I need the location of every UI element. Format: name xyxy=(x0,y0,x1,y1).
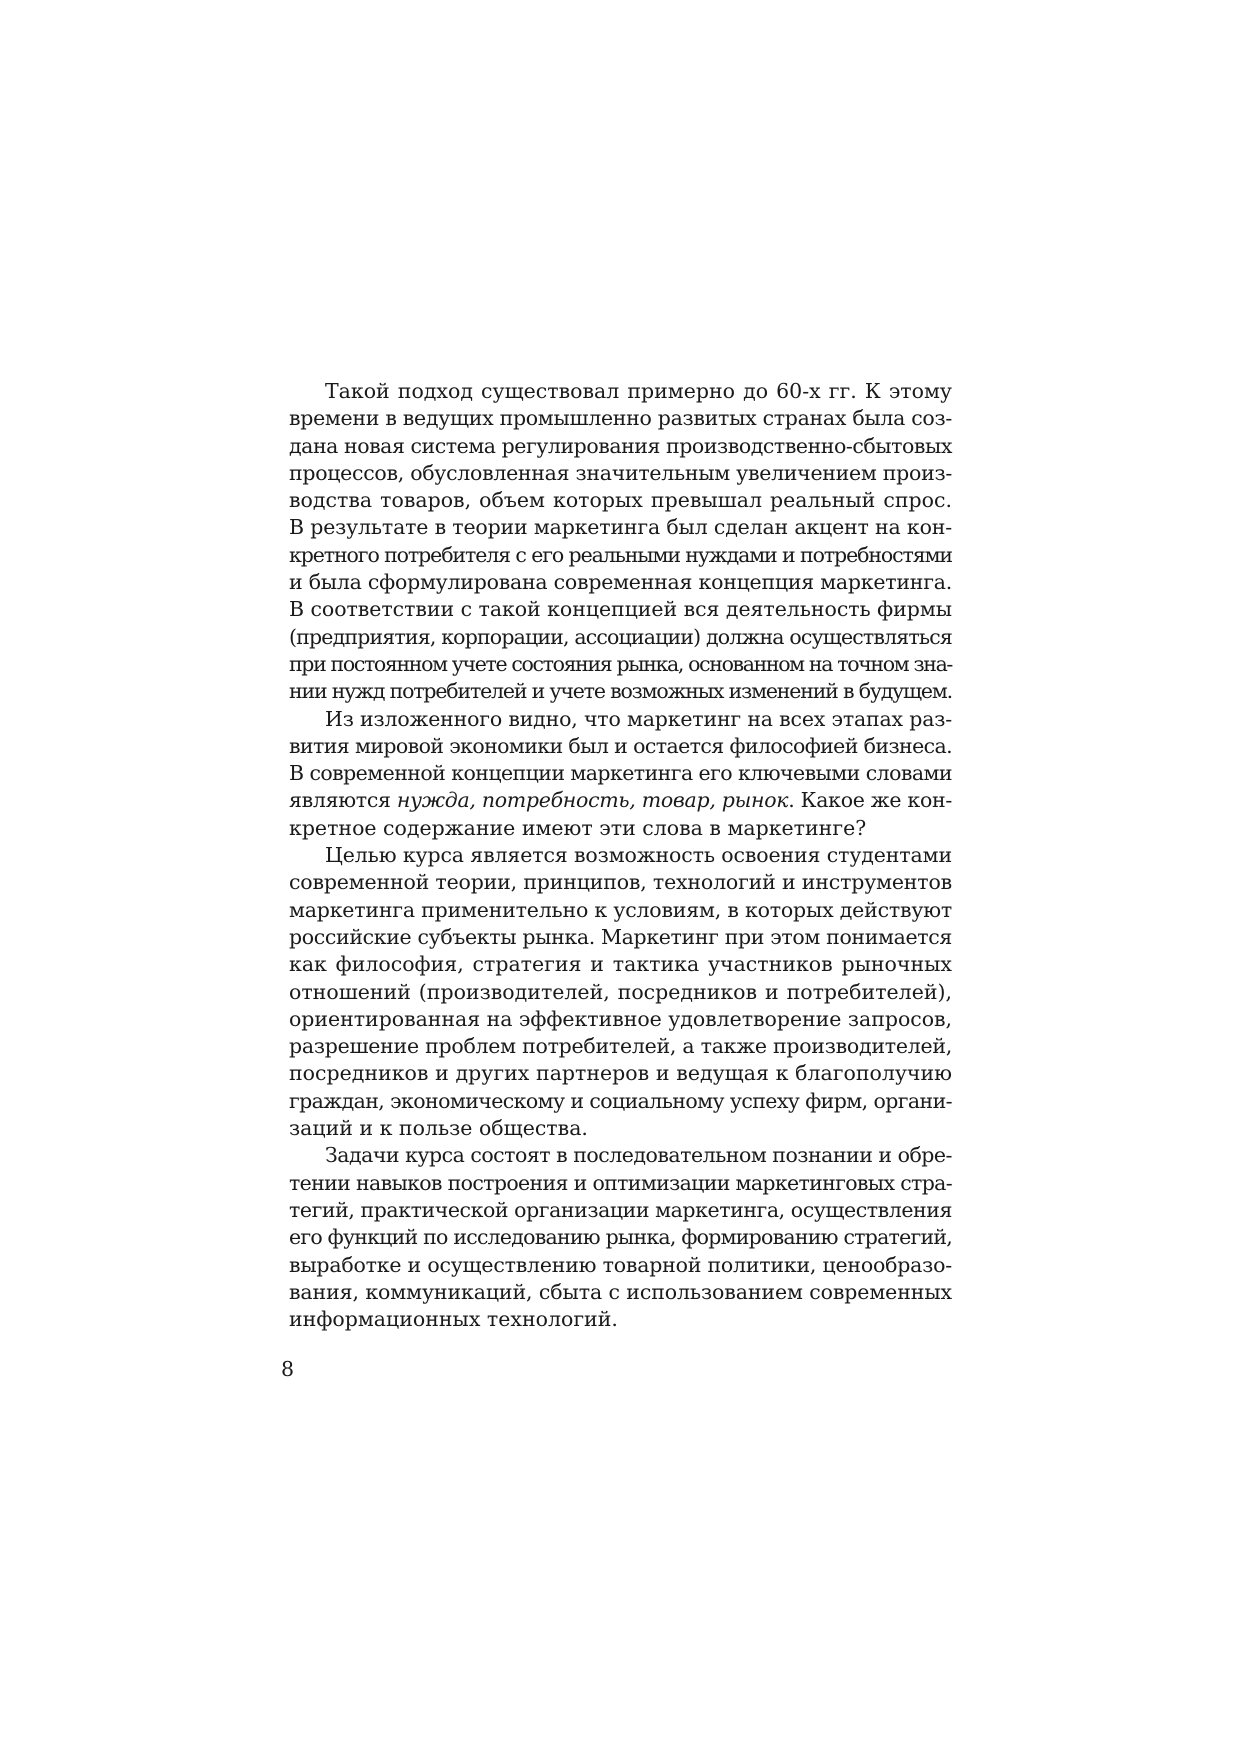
text-line: кретное содержание имеют эти слова в маркетинге? xyxy=(289,815,867,840)
text-line-with-italic xyxy=(289,787,952,814)
text-line: водства товаров, объем которых превышал реальный спрос. xyxy=(289,488,952,513)
italic-key-terms: нужда, потребность, товар, рынок xyxy=(396,788,789,813)
text-line: российские субъекты рынка. Маркетинг при этом понимается xyxy=(289,924,952,949)
text-line: современной теории, принципов, технологий и инструментов xyxy=(289,870,952,895)
text-line: выработке и осуществлению товарной политики, ценообразо- xyxy=(289,1252,952,1277)
text-line: вития мировой экономики был и остается философией бизнеса. xyxy=(289,733,952,758)
text-line: его функций по исследованию рынка, формированию стратегий, xyxy=(289,1225,952,1250)
text-line: В результате в теории маркетинга был сделан акцент на кон- xyxy=(289,515,952,540)
text-line: заций и к пользе общества. xyxy=(289,1116,588,1141)
page-number: 8 xyxy=(281,1357,295,1381)
text-line: (предприятия, корпорации, ассоциации) должна осуществляться xyxy=(289,624,952,649)
text-line: Из изложенного видно, что маркетинг на всех этапах раз- xyxy=(325,706,952,731)
text-line: кретного потребителя с его реальными нуждами и потребностями xyxy=(289,542,952,567)
text-run: являются xyxy=(289,788,397,813)
text-line: Такой подход существовал примерно до 60-х гг. К этому xyxy=(325,379,952,403)
text-run: . Какое же кон- xyxy=(788,788,953,813)
text-line: граждан, экономическому и социальному успеху фирм, органи- xyxy=(289,1088,952,1113)
text-line: времени в ведущих промышленно развитых странах была соз- xyxy=(289,406,952,431)
text-line: дана новая система регулирования производственно-сбытовых xyxy=(289,433,952,458)
text-line: вания, коммуникаций, сбыта с использованием современных xyxy=(289,1279,952,1304)
text-line: тении навыков построения и оптимизации маркетинговых стра- xyxy=(289,1170,952,1195)
body-text xyxy=(289,378,952,1333)
text-line: маркетинга применительно к условиям, в которых действуют xyxy=(289,897,952,922)
text-line: посредников и других партнеров и ведущая к благополучию xyxy=(289,1061,952,1086)
text-line: и была сформулирована современная концепция маркетинга. xyxy=(289,570,952,595)
text-line: при постоянном учете состояния рынка, основанном на точном зна- xyxy=(289,651,952,676)
text-line: информационных технологий. xyxy=(289,1307,618,1332)
text-line: отношений (производителей, посредников и потребителей), xyxy=(289,979,952,1004)
text-line: тегий, практической организации маркетинга, осуществления xyxy=(289,1197,952,1222)
text-line: нии нужд потребителей и учете возможных изменений в будущем. xyxy=(289,679,952,704)
paragraph-1 xyxy=(289,378,952,706)
text-line: Задачи курса состоят в последовательном познании и обре- xyxy=(325,1143,952,1168)
text-line: процессов, обусловленная значительным увеличением произ- xyxy=(289,460,952,485)
text-line: В современной концепции маркетинга его ключевыми словами xyxy=(289,761,952,786)
text-line: как философия, стратегия и тактика участников рыночных xyxy=(289,952,952,977)
text-line: ориентированная на эффективное удовлетворение запросов, xyxy=(289,1006,952,1031)
text-line: Целью курса является возможность освоения студентами xyxy=(325,843,952,868)
text-line: разрешение проблем потребителей, а также производителей, xyxy=(289,1034,953,1059)
paragraph-4 xyxy=(289,1142,952,1333)
paragraph-3 xyxy=(289,842,952,1142)
text-line: В соответствии с такой концепцией вся деятельность фирмы xyxy=(289,597,952,622)
paragraph-2 xyxy=(289,706,952,842)
